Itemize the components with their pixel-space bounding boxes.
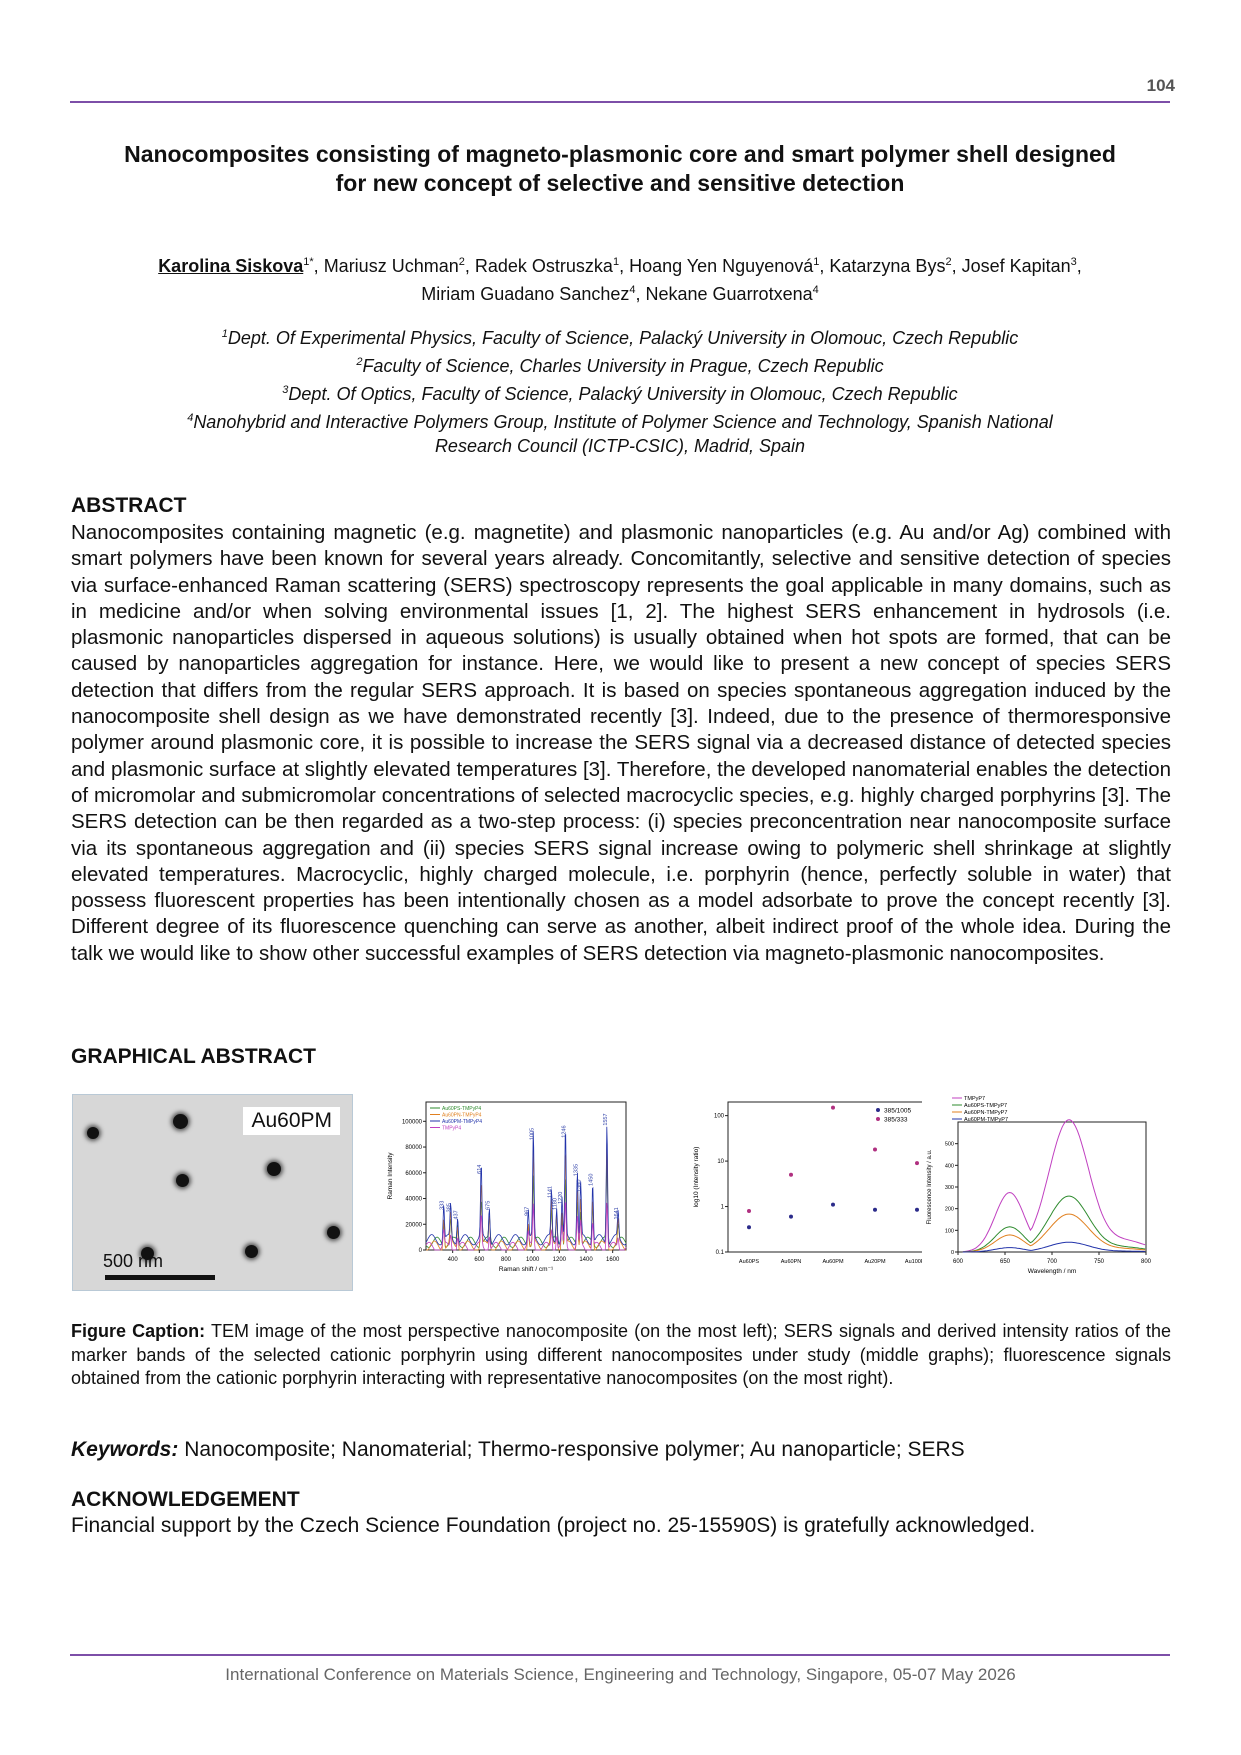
- author-sup: 4: [812, 284, 819, 296]
- peak-label: 385: [446, 1203, 453, 1213]
- y-tick-label: 10: [717, 1159, 724, 1166]
- peak-label: 1005: [529, 1127, 536, 1141]
- affiliation: $^4$Nanohybrid and Interactive Polymers Group, Institute of Polymer Science and Technology, Spanish National: [187, 412, 1053, 432]
- figure-caption: [71, 1320, 1171, 1391]
- scale-bar-label: 500 nm: [103, 1251, 164, 1271]
- author-name: Josef Kapitan: [961, 256, 1071, 276]
- y-tick-label: 40000: [405, 1196, 422, 1203]
- x-tick-label: 1200: [552, 1257, 567, 1263]
- spectrum-line: [426, 1127, 626, 1245]
- legend-entry: 385/1005: [884, 1107, 912, 1115]
- legend-entry: Au60PN-TMPyP7: [964, 1110, 1008, 1116]
- author-name: Hoang Yen Nguyenová: [629, 256, 814, 276]
- legend-entry: Au60PS-TMPyP4: [442, 1106, 482, 1112]
- peak-label: 1557: [602, 1113, 609, 1126]
- x-tick-label: 700: [1046, 1259, 1058, 1265]
- data-point: [789, 1173, 793, 1177]
- footer-rule: [70, 1654, 1170, 1656]
- author-name: Karolina Siskova: [158, 256, 304, 276]
- peak-label: 967: [524, 1206, 531, 1216]
- footer-text: International Conference on Materials Science, Engineering and Technology, Singapore, 05-07 May 2026: [225, 1665, 1016, 1684]
- keywords: [71, 1438, 965, 1462]
- data-point: [873, 1147, 877, 1151]
- author-line-2: Miriam Guadano Sanchez$^4$, Nekane Guarrotxena$^4$: [421, 284, 819, 304]
- plot-frame: [728, 1102, 938, 1252]
- data-point: [831, 1203, 835, 1207]
- peak-label: 1360: [576, 1179, 583, 1192]
- data-point: [915, 1161, 919, 1165]
- x-tick-label: 750: [1093, 1259, 1105, 1265]
- y-axis-label: Raman Intensity: [387, 1152, 394, 1200]
- legend-entry: 385/333: [884, 1116, 908, 1124]
- data-point: [747, 1209, 751, 1213]
- x-tick-label: 1000: [525, 1257, 540, 1263]
- x-tick-label: 600: [952, 1259, 964, 1265]
- legend-entry: Au60PN-TMPyP4: [442, 1112, 482, 1119]
- y-tick-label: 0: [418, 1248, 422, 1254]
- spectrum-line: [963, 1214, 1145, 1252]
- author-sup: 4: [629, 284, 636, 296]
- peak-label: 614: [477, 1164, 484, 1174]
- nanoparticle: [245, 1245, 258, 1258]
- y-tick-label: 0: [950, 1250, 954, 1256]
- affiliation: $^2$Faculty of Science, Charles University in Prague, Czech Republic: [356, 356, 884, 376]
- author-sup: 1*: [303, 256, 314, 268]
- paper-title: [70, 140, 1170, 198]
- page-number: 104: [1146, 76, 1175, 95]
- y-tick-label: 100: [944, 1228, 954, 1235]
- header-rule: [70, 101, 1170, 103]
- nanoparticle: [267, 1162, 281, 1176]
- author-sup: 3: [1070, 256, 1077, 268]
- peak-label: 1246: [561, 1125, 568, 1138]
- keywords-label: Keywords:: [71, 1438, 179, 1461]
- tem-image: [72, 1094, 353, 1291]
- data-point: [831, 1106, 835, 1110]
- affiliation: Research Council (ICTP-CSIC), Madrid, Spain: [434, 436, 806, 456]
- author-line-1: Karolina Siskova$^{1*}$, Mariusz Uchman$^2$, Radek Ostruszka$^1$, Hoang Yen Nguyenová$^1$, Katarzyna Bys$^2$, Josef Kapitan$^3$,: [158, 256, 1082, 276]
- peak-label: 1180: [552, 1198, 559, 1210]
- peak-label: 1641: [614, 1207, 621, 1220]
- scale-bar: [105, 1275, 215, 1280]
- author-name: Miriam Guadano Sanchez: [421, 284, 630, 304]
- acknowledgement-text: Financial support by the Czech Science Foundation (project no. 25-15590S) is gratefully acknowledged.: [71, 1514, 1036, 1537]
- affiliation: $^3$Dept. Of Optics, Faculty of Science, Palacký University in Olomouc, Czech Republic: [282, 384, 958, 404]
- x-tick-label: 1600: [605, 1257, 620, 1263]
- abstract-body: Nanocomposites containing magnetic (e.g. magnetite) and plasmonic nanoparticles (e.g. Au and/or Ag) combined with smart polymers have been known for several years already. Concomitantly, selective and sensitive detection of species via surface-enhanced Raman scattering (SERS) spectroscopy represents the goal applicable in many domains, such as in medicine and/or when solving environmental issues [1, 2]. The highest SERS enhancement in hydrosols (i.e. plasmonic nanoparticles dispersed in aqueous solutions) is usually obtained when hot spots are formed, that can be caused by nanoparticles aggregation for instance. Here, we would like to present a new concept of species SERS detection that differs from the regular SERS approach. It is based on species spontaneous aggregation induced by the nanocomposite shell design as we have demonstrated recently [3]. Indeed, due to the presence of thermoresponsive polymer around plasmonic core, it is possible to increase the SERS signal via a decreased distance of detected species and plasmonic surface at slightly elevated temperatures [3]. Therefore, the developed nanomaterial enables the detection of micromolar and submicromolar concentrations of selected macrocyclic species, e.g. highly charged porphyrins [3]. The SERS detection can be then regarded as a two-step process: (i) species preconcentration near nanocomposite surface via its spontaneous aggregation and (ii) species SERS signal increase owing to polymeric shell shrinkage at slightly elevated temperatures. Macrocyclic, highly charged molecule, i.e. porphyrin (hence, perfectly soluble in water) that possess fluorescent properties has been intentionally chosen as a model adsorbate to prove the concept recently [3]. Different degree of its fluorescence quenching can serve as another, albeit indirect proof of the whole idea. During the talk we would like to show other successful examples of SERS detection via magneto-plasmonic nanocomposites.: [71, 521, 1171, 965]
- peak-label: 1335: [573, 1163, 580, 1177]
- author-name: Radek Ostruszka: [474, 256, 613, 276]
- abstract-heading: ABSTRACT: [71, 494, 187, 517]
- graphical-abstract-figure: [72, 1094, 1172, 1292]
- author-sup: 2: [458, 256, 465, 268]
- affiliation: $^1$Dept. Of Experimental Physics, Faculty of Science, Palacký University in Olomouc, Czech Republic: [221, 328, 1019, 348]
- x-tick-label: Au60PS: [738, 1259, 760, 1265]
- legend-swatch: [876, 1117, 880, 1121]
- plot-frame: [958, 1122, 1146, 1252]
- spectrum-line: [426, 1143, 626, 1250]
- caption-text: TEM image of the most perspective nanocomposite (on the most left); SERS signals and derived intensity ratios of the marker bands of the selected cationic porphyrin using different nanocomposites under study (middle graphs); fluorescence signals obtained from the cationic porphyrin interacting with representative nanocomposites (on the most right).: [71, 1321, 1171, 1388]
- data-point: [915, 1208, 919, 1212]
- caption-label: Figure Caption:: [71, 1321, 206, 1341]
- legend-entry: TMPyP4: [442, 1125, 462, 1132]
- y-tick-label: 100000: [401, 1119, 422, 1126]
- title-line-1: Nanocomposites consisting of magneto-plasmonic core and smart polymer shell designed: [124, 141, 1116, 167]
- x-tick-label: 650: [999, 1259, 1011, 1265]
- author-list: [70, 250, 1170, 306]
- y-tick-label: 100: [713, 1113, 724, 1120]
- x-tick-label: Au20PM: [864, 1259, 886, 1265]
- y-axis-label: log10 (Intensity ratio): [693, 1146, 700, 1208]
- author-name: Mariusz Uchman: [323, 256, 459, 276]
- nanoparticle: [173, 1114, 188, 1129]
- spectrum-line: [426, 1163, 626, 1248]
- x-axis-label: Wavelength / nm: [1027, 1268, 1077, 1275]
- data-point: [873, 1208, 877, 1212]
- tem-sample-label: Au60PM: [243, 1107, 340, 1135]
- legend-entry: Au60PM-TMPyP4: [442, 1119, 483, 1125]
- nanoparticle: [176, 1174, 189, 1187]
- keywords-text: Nanocomposite; Nanomaterial; Thermo-responsive polymer; Au nanoparticle; SERS: [184, 1438, 965, 1461]
- peak-label: 1450: [588, 1173, 595, 1186]
- y-tick-label: 1: [720, 1204, 724, 1211]
- author-name: Nekane Guarrotxena: [645, 284, 813, 304]
- x-tick-label: Au60PN: [780, 1259, 802, 1265]
- affiliation-list: [70, 322, 1170, 458]
- x-axis-label: Raman shift / cm⁻¹: [498, 1266, 554, 1273]
- nanoparticle: [87, 1127, 99, 1139]
- y-tick-label: 200: [944, 1206, 954, 1213]
- nanoparticle: [327, 1226, 340, 1239]
- author-name: Katarzyna Bys: [829, 256, 946, 276]
- x-tick-label: 800: [1140, 1259, 1152, 1265]
- y-tick-label: 400: [944, 1163, 954, 1170]
- data-point: [789, 1215, 793, 1219]
- y-tick-label: 20000: [405, 1222, 422, 1229]
- legend-swatch: [876, 1108, 880, 1112]
- author-sup: 1: [813, 256, 820, 268]
- y-tick-label: 60000: [405, 1170, 422, 1177]
- peak-label: 1220: [558, 1191, 564, 1204]
- graphical-abstract-heading: GRAPHICAL ABSTRACT: [71, 1045, 316, 1068]
- acknowledgement-heading: ACKNOWLEDGEMENT: [71, 1488, 300, 1511]
- x-tick-label: Au100PM: [904, 1259, 930, 1265]
- legend-entry: Au60PM-TMPyP7: [964, 1117, 1009, 1123]
- raman-spectrum-chart: [382, 1094, 712, 1292]
- y-tick-label: 300: [944, 1185, 954, 1191]
- peak-label: 333: [439, 1200, 446, 1210]
- author-sup: 2: [945, 256, 952, 268]
- y-axis-label: Fluorescence Intensity / a.u.: [927, 1149, 933, 1225]
- fluorescence-chart: [922, 1094, 1172, 1292]
- peak-label: 675: [485, 1200, 492, 1210]
- peak-label: 1141: [547, 1186, 554, 1198]
- x-tick-label: Au60PM: [822, 1259, 844, 1265]
- spectrum-line: [963, 1120, 1145, 1252]
- x-tick-label: 600: [474, 1257, 485, 1263]
- author-sup: 1: [612, 256, 620, 268]
- data-point: [747, 1225, 751, 1229]
- peak-label: 437: [453, 1210, 460, 1220]
- x-tick-label: 400: [447, 1257, 458, 1263]
- legend-entry: Au60PS-TMPyP7: [964, 1103, 1008, 1109]
- y-tick-label: 0.1: [715, 1250, 724, 1256]
- title-line-2: for new concept of selective and sensitive detection: [335, 170, 905, 196]
- intensity-ratio-chart: [684, 1094, 954, 1292]
- x-tick-label: 1400: [579, 1257, 593, 1263]
- x-tick-label: 800: [500, 1257, 512, 1263]
- legend-entry: TMPyP7: [964, 1096, 986, 1102]
- y-tick-label: 500: [944, 1141, 954, 1148]
- y-tick-label: 80000: [405, 1145, 422, 1152]
